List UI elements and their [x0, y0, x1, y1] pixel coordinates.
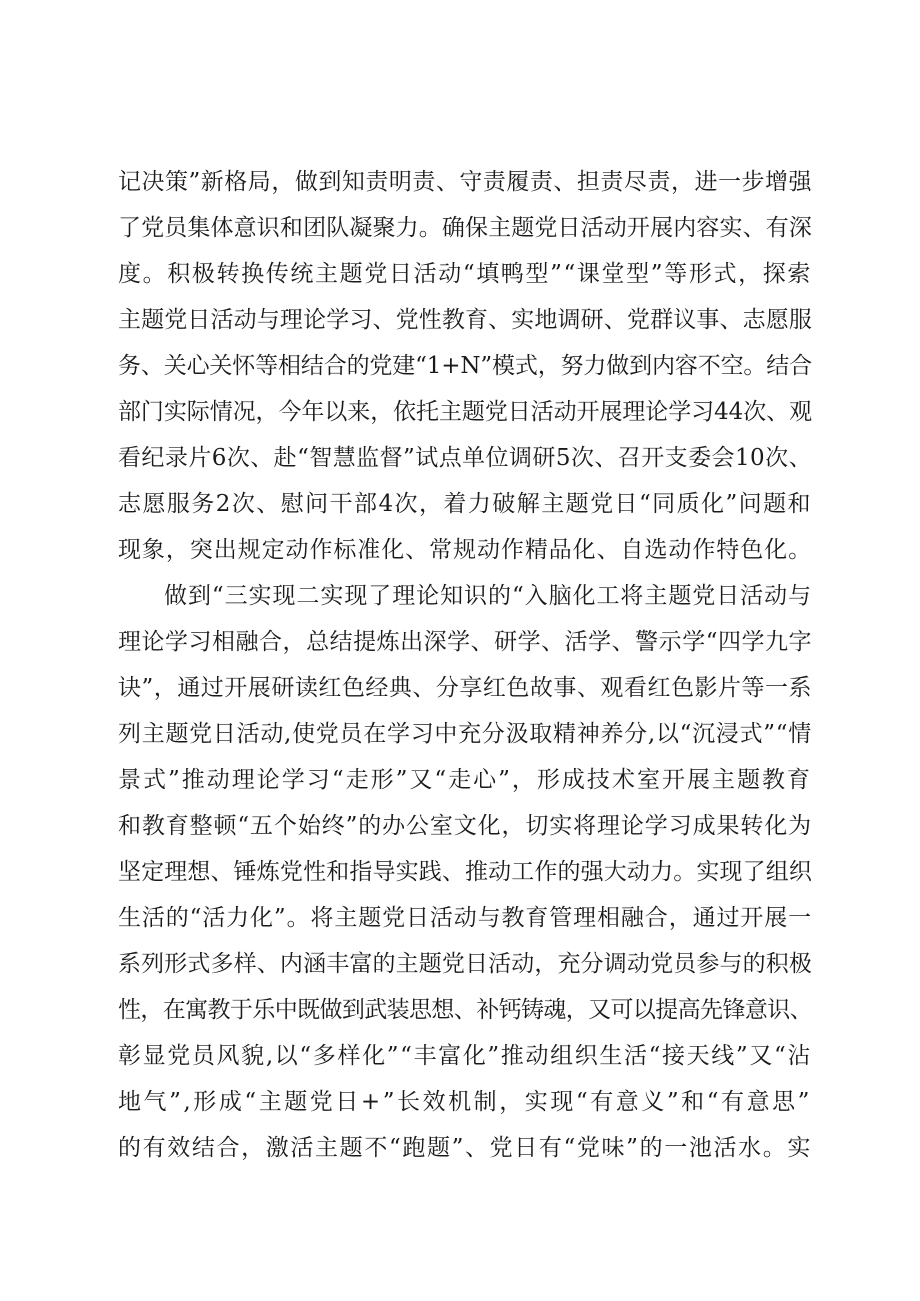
- text-line: 坚定理想、锤炼党性和指导实践、推动工作的强大动力。实现了组织: [118, 859, 812, 885]
- text-line: 看纪录片6次、赴“智慧监督”试点单位调研5次、召开支委会10次、: [118, 445, 812, 471]
- text-line: 系列形式多样、内涵丰富的主题党日活动，充分调动党员参与的积极: [118, 951, 812, 977]
- text-line: 景式”推动理论学习“走形”又“走心”，形成技术室开展主题教育: [118, 767, 812, 793]
- text-line: 生活的“活力化”。将主题党日活动与教育管理相融合，通过开展一: [118, 905, 812, 931]
- text-line: 理论学习相融合，总结提炼出深学、研学、活学、警示学“四学九字: [118, 629, 812, 655]
- text-line: 诀”，通过开展研读红色经典、分享红色故事、观看红色影片等一系: [118, 675, 812, 701]
- text-line: 主题党日活动与理论学习、党性教育、实地调研、党群议事、志愿服: [118, 307, 812, 333]
- text-line: 度。积极转换传统主题党日活动“填鸭型”“课堂型”等形式，探索: [118, 261, 812, 287]
- paragraph-first-line: 做到“三实现二实现了理论知识的“入脑化工将主题党日活动与: [164, 583, 812, 609]
- text-line: 的有效结合，激活主题不“跑题”、党日有“党味”的一池活水。实: [118, 1135, 812, 1161]
- text-line: 现象，突出规定动作标准化、常规动作精品化、自选动作特色化。: [118, 537, 812, 563]
- text-line: 彰显党员风貌,以“多样化”“丰富化”推动组织生活“接天线”又“沾: [118, 1043, 812, 1069]
- text-line: 记决策”新格局，做到知责明责、守责履责、担责尽责，进一步增强: [118, 169, 812, 195]
- text-line: 和教育整顿“五个始终”的办公室文化，切实将理论学习成果转化为: [118, 813, 812, 839]
- text-line: 性，在寓教于乐中既做到武装思想、补钙铸魂，又可以提高先锋意识、: [118, 997, 812, 1023]
- text-line: 部门实际情况，今年以来，依托主题党日活动开展理论学习44次、观: [118, 399, 812, 425]
- text-line: 志愿服务2次、慰问干部4次，着力破解主题党日“同质化”问题和: [118, 491, 812, 517]
- text-line: 了党员集体意识和团队凝聚力。确保主题党日活动开展内容实、有深: [118, 215, 812, 241]
- text-line: 地气”,形成“主题党日+”长效机制，实现“有意义”和“有意思”: [118, 1089, 812, 1115]
- text-line: 务、关心关怀等相结合的党建“1+N”模式，努力做到内容不空。结合: [118, 353, 812, 379]
- text-line: 列主题党日活动,使党员在学习中充分汲取精神养分,以“沉浸式”“情: [118, 721, 812, 747]
